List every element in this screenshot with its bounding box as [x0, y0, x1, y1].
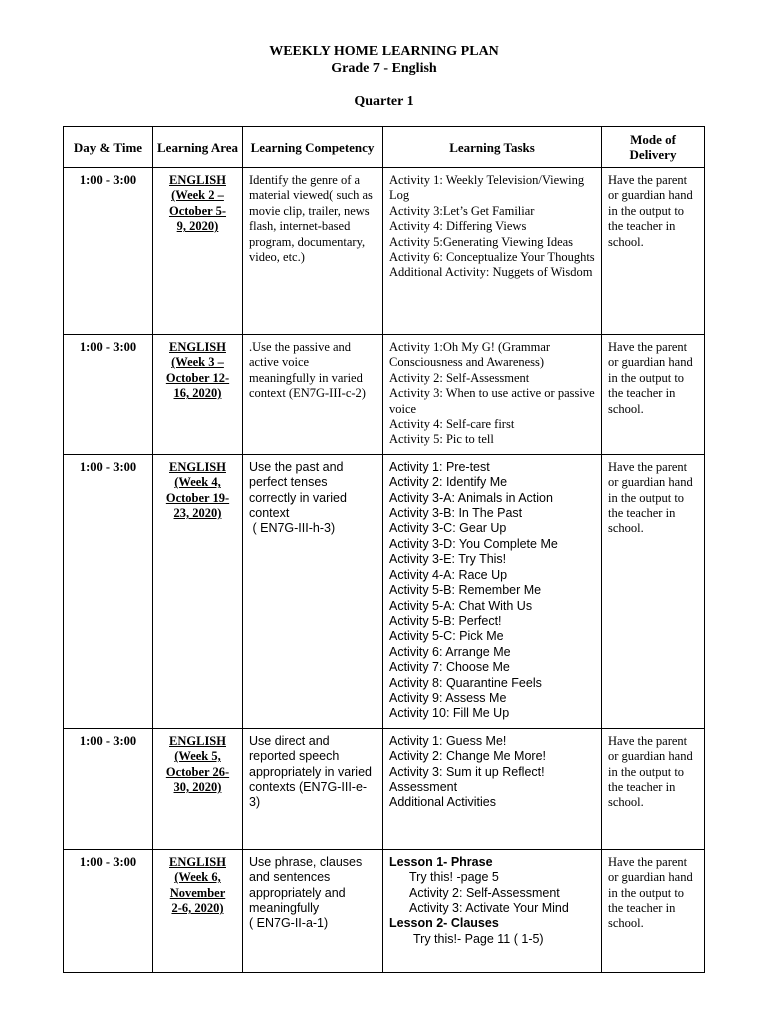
- mode-of-delivery-cell: Have the parent or guardian hand in the output to the teacher in school.: [602, 849, 705, 972]
- mode-of-delivery-cell: Have the parent or guardian hand in the output to the teacher in school.: [602, 168, 705, 335]
- learning-area-line: ENGLISH: [169, 854, 226, 869]
- table-row: [64, 168, 705, 335]
- competency-code: ( EN7G-II-a-1): [249, 916, 329, 931]
- learning-competency-cell: [243, 335, 383, 455]
- learning-area-line: ENGLISH: [169, 340, 226, 354]
- competency-text: Use direct and reported speech appropriately in varied contexts (EN7G-III-e-3): [249, 733, 372, 810]
- table-row: [64, 849, 705, 972]
- task-item: Activity 3-A: Animals in Action: [389, 490, 553, 505]
- learning-area-line: (Week 2 –: [171, 188, 224, 203]
- learning-competency-cell: [243, 728, 383, 849]
- task-item: Activity 1:Oh My G! (Grammar Consciousness and Awareness): [389, 340, 551, 370]
- task-item: Additional Activities: [389, 795, 497, 810]
- learning-area-line: 16, 2020): [173, 386, 222, 401]
- lesson-heading: Lesson 2- Clauses: [389, 916, 499, 931]
- learning-area-line: ENGLISH: [169, 173, 226, 187]
- learning-area-line: (Week 3 –: [171, 355, 224, 370]
- task-item: Activity 2: Change Me More!: [389, 749, 547, 764]
- col-header-day-time: Day & Time: [64, 127, 153, 168]
- task-item: Additional Activity: Nuggets of Wisdom: [389, 265, 593, 280]
- day-time-cell: 1:00 - 3:00: [64, 728, 153, 849]
- mode-of-delivery-cell: Have the parent or guardian hand in the output to the teacher in school.: [602, 728, 705, 849]
- learning-area-line: 9, 2020): [176, 219, 219, 234]
- learning-area-line: October 5-: [168, 203, 227, 218]
- competency-text: Use phrase, clauses and sentences appropriately and meaningfully: [249, 854, 363, 915]
- learning-competency-cell: [243, 849, 383, 972]
- task-item: Try this!- Page 11 ( 1-5): [413, 931, 544, 946]
- task-item: Activity 3: When to use active or passive voice: [389, 386, 595, 416]
- learning-area-line: 2-6, 2020): [171, 900, 224, 915]
- task-item: Activity 4-A: Race Up: [389, 567, 508, 582]
- learning-area-line: 30, 2020): [173, 779, 222, 794]
- task-item: Activity 2: Self-Assessment: [409, 885, 560, 900]
- lesson-heading: Lesson 1- Phrase: [389, 854, 493, 869]
- task-item: Activity 5-B: Perfect!: [389, 613, 502, 628]
- col-header-mode-of-delivery: Mode of Delivery: [602, 127, 705, 168]
- learning-area-line: October 12-: [165, 370, 230, 385]
- learning-tasks-cell: [383, 335, 602, 455]
- task-item: Activity 9: Assess Me: [389, 690, 507, 705]
- col-header-learning-competency: Learning Competency: [243, 127, 383, 168]
- learning-area-cell: [153, 728, 243, 849]
- task-item: Assessment: [389, 779, 458, 794]
- learning-tasks-cell: [383, 728, 602, 849]
- task-item: Activity 5-A: Chat With Us: [389, 598, 533, 613]
- day-time-cell: 1:00 - 3:00: [64, 454, 153, 728]
- task-item: Activity 4: Self-care first: [389, 417, 515, 432]
- day-time-cell: 1:00 - 3:00: [64, 849, 153, 972]
- task-item: Activity 3: Activate Your Mind: [409, 900, 569, 915]
- task-item: Activity 2: Self-Assessment: [389, 370, 530, 385]
- task-item: Activity 2: Identify Me: [389, 475, 508, 490]
- task-item: Activity 6: Conceptualize Your Thoughts: [389, 250, 595, 265]
- learning-area-cell: [153, 168, 243, 335]
- grade-subtitle: Grade 7 - English: [331, 61, 437, 76]
- task-item: Activity 3-C: Gear Up: [389, 521, 507, 536]
- learning-area-line: (Week 4,: [174, 475, 221, 490]
- table-row: [64, 728, 705, 849]
- task-item: Activity 3-E: Try This!: [389, 552, 507, 567]
- mode-of-delivery-cell: Have the parent or guardian hand in the output to the teacher in school.: [602, 454, 705, 728]
- learning-area-line: ENGLISH: [169, 733, 226, 748]
- learning-area-line: (Week 5,: [174, 749, 221, 764]
- task-item: Activity 5: Pic to tell: [389, 432, 494, 447]
- task-item: Activity 3-B: In The Past: [389, 506, 523, 521]
- task-item: Activity 3: Sum it up Reflect!: [389, 764, 545, 779]
- learning-tasks-cell: [383, 168, 602, 335]
- mode-of-delivery-cell: Have the parent or guardian hand in the output to the teacher in school.: [602, 335, 705, 455]
- learning-competency-cell: [243, 454, 383, 728]
- learning-area-line: November: [169, 885, 226, 900]
- learning-area-line: (Week 6,: [174, 870, 221, 885]
- task-item: Activity 6: Arrange Me: [389, 644, 511, 659]
- task-item: Activity 1: Guess Me!: [389, 733, 507, 748]
- learning-area-line: October 19-: [165, 490, 230, 505]
- col-header-learning-tasks: Learning Tasks: [383, 127, 602, 168]
- document-title: WEEKLY HOME LEARNING PLAN: [269, 44, 499, 59]
- table-row: [64, 454, 705, 728]
- task-item: Activity 5-C: Pick Me: [389, 629, 504, 644]
- learning-area-line: ENGLISH: [169, 459, 226, 474]
- learning-competency-cell: [243, 168, 383, 335]
- day-time-cell: 1:00 - 3:00: [64, 168, 153, 335]
- quarter-label: Quarter 1: [354, 94, 414, 109]
- task-item: Activity 5-B: Remember Me: [389, 583, 542, 598]
- competency-text: Use the past and perfect tenses correctly in varied context: [249, 459, 347, 521]
- task-item: Activity 10: Fill Me Up: [389, 706, 510, 721]
- task-item: Activity 5:Generating Viewing Ideas: [389, 234, 574, 249]
- competency-text: Identify the genre of a material viewed( such as movie clip, trailer, news flash, internet-based program, documentary, video, etc.): [249, 173, 373, 265]
- task-item: Activity 7: Choose Me: [389, 660, 510, 675]
- day-time-cell: 1:00 - 3:00: [64, 335, 153, 455]
- learning-tasks-cell: [383, 849, 602, 972]
- task-item: Activity 1: Weekly Television/Viewing Log: [389, 173, 585, 203]
- task-item: Try this! -page 5: [409, 870, 499, 885]
- learning-area-cell: [153, 849, 243, 972]
- task-item: Activity 1: Pre-test: [389, 459, 490, 474]
- task-item: Activity 3:Let’s Get Familiar: [389, 203, 535, 218]
- task-item: Activity 8: Quarantine Feels: [389, 675, 542, 690]
- learning-area-line: October 26-: [165, 764, 230, 779]
- task-item: Activity 4: Differing Views: [389, 219, 527, 234]
- learning-tasks-cell: [383, 454, 602, 728]
- col-header-learning-area: Learning Area: [153, 127, 243, 168]
- learning-plan-table: [63, 126, 705, 973]
- competency-code: ( EN7G-III-h-3): [249, 521, 336, 536]
- learning-area-line: 23, 2020): [173, 506, 222, 521]
- table-row: [64, 335, 705, 455]
- table-header-row: [64, 127, 705, 168]
- task-item: Activity 3-D: You Complete Me: [389, 536, 558, 551]
- learning-area-cell: [153, 454, 243, 728]
- competency-text: .Use the passive and active voice meaningfully in varied context (EN7G-III-c-2): [249, 340, 366, 401]
- learning-area-cell: [153, 335, 243, 455]
